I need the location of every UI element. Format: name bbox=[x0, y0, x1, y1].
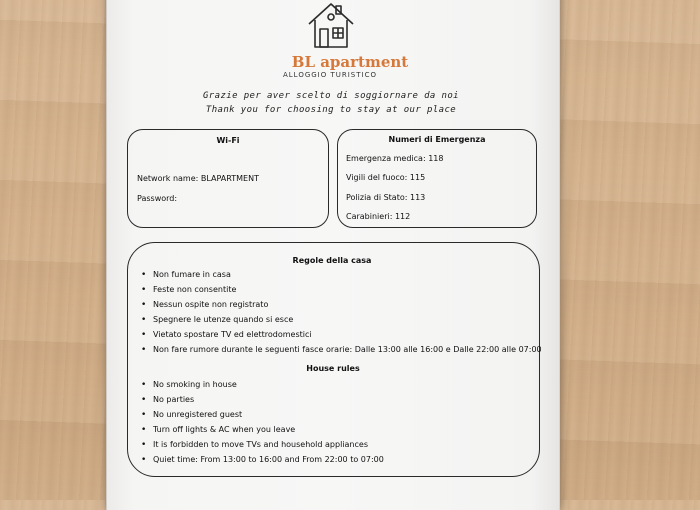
rules-title-english: House rules bbox=[306, 364, 360, 373]
rule-item: • Nessun ospite non registrato bbox=[141, 300, 542, 315]
emergency-title: Numeri di Emergenza bbox=[388, 135, 486, 144]
rule-item: • It is forbidden to move TVs and household appliances bbox=[141, 440, 384, 455]
rule-item: • Turn off lights & AC when you leave bbox=[141, 425, 384, 440]
rule-item: • No smoking in house bbox=[141, 380, 384, 395]
emergency-box bbox=[337, 129, 537, 228]
brand-subtitle: ALLOGGIO TURISTICO bbox=[282, 71, 377, 79]
rule-item: • Vietato spostare TV ed elettrodomestici bbox=[141, 330, 542, 345]
rule-item: • Non fumare in casa bbox=[141, 270, 542, 285]
rule-item: • No parties bbox=[141, 395, 384, 410]
wifi-box bbox=[127, 129, 329, 228]
wifi-network: Network name: BLAPARTMENT bbox=[137, 174, 259, 183]
wifi-title: Wi-Fi bbox=[216, 136, 240, 145]
emergency-item: Vigili del fuoco: 115 bbox=[346, 173, 426, 182]
rules-list-english bbox=[141, 380, 384, 470]
rule-item: • Spegnere le utenze quando si esce bbox=[141, 315, 542, 330]
house-icon bbox=[306, 0, 356, 50]
thanks-italian: Grazie per aver scelto di soggiornare da noi bbox=[202, 91, 459, 101]
emergency-item: Polizia di Stato: 113 bbox=[346, 193, 426, 202]
rule-item: • Quiet time: From 13:00 to 16:00 and From 22:00 to 07:00 bbox=[141, 455, 384, 470]
rule-item: • No unregistered guest bbox=[141, 410, 384, 425]
rule-item: • Feste non consentite bbox=[141, 285, 542, 300]
rules-list-italian bbox=[141, 270, 542, 360]
emergency-item: Carabinieri: 112 bbox=[346, 212, 411, 221]
wifi-password: Password: bbox=[137, 194, 178, 203]
thanks-english: Thank you for choosing to stay at our place bbox=[205, 105, 457, 115]
rules-title-italian: Regole della casa bbox=[292, 256, 372, 265]
rule-item: • Non fare rumore durante le seguenti fasce orarie: Dalle 13:00 alle 16:00 e Dalle 22:00 alle 07:00 bbox=[141, 345, 542, 360]
emergency-item: Emergenza medica: 118 bbox=[346, 154, 444, 163]
brand-name: BL apartment bbox=[291, 53, 409, 71]
